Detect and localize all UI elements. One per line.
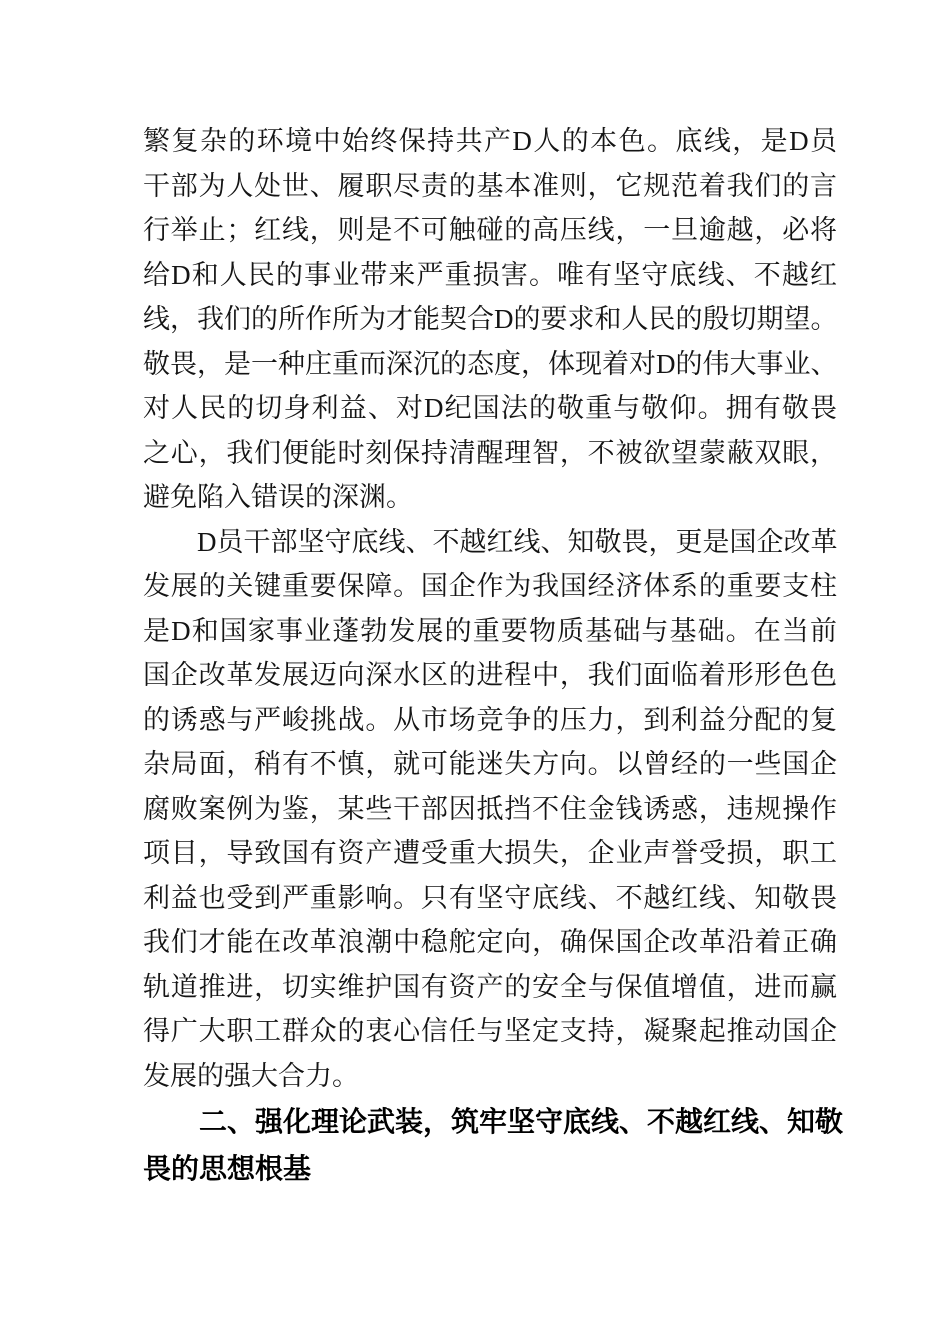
text-line: 避免陷入错误的深渊。	[143, 482, 413, 512]
text-line: 是D和国家事业蓬勃发展的重要物质基础与基础。在当前	[143, 615, 837, 646]
text-line: 线，我们的所作所为才能契合D的要求和人民的殷切期望。	[143, 304, 838, 334]
heading-line: 二、强化理论武装，筑牢坚守底线、不越红线、知敬	[199, 1106, 844, 1137]
text-line: 发展的强大合力。	[143, 1060, 359, 1091]
text-line: 杂局面，稍有不慎，就可能迷失方向。以曾经的一些国企	[143, 749, 837, 779]
text-line: 轨道推进，切实维护国有资产的安全与保值增值，进而赢	[143, 971, 837, 1002]
text-line: 国企改革发展迈向深水区的进程中，我们面临着形形色色	[143, 660, 837, 690]
heading-line: 畏的思想根基	[143, 1153, 312, 1184]
text-line: 我们才能在改革浪潮中稳舵定向，确保国企改革沿着正确	[143, 927, 837, 957]
text-line: 干部为人处世、履职尽责的基本准则，它规范着我们的言	[143, 170, 837, 201]
text-line: 繁复杂的环境中始终保持共产D人的本色。底线，是D员	[143, 126, 837, 156]
document-body	[143, 119, 844, 1192]
text-line: 得广大职工群众的衷心信任与坚定支持，凝聚起推动国企	[143, 1016, 837, 1046]
text-line: 腐败案例为鉴，某些干部因抵挡不住金钱诱惑，违规操作	[143, 793, 837, 824]
paragraph	[143, 520, 837, 1099]
section-heading	[143, 1098, 844, 1192]
text-line: 的诱惑与严峻挑战。从市场竞争的压力，到利益分配的复	[143, 704, 837, 735]
text-line: 之心，我们便能时刻保持清醒理智，不被欲望蒙蔽双眼，	[143, 437, 837, 468]
text-line: 利益也受到严重影响。只有坚守底线、不越红线、知敬畏	[143, 882, 837, 913]
text-line: D员干部坚守底线、不越红线、知敬畏，更是国企改革	[197, 526, 838, 557]
text-line: 对人民的切身利益、对D纪国法的敬重与敬仰。拥有敬畏	[143, 393, 837, 423]
text-line: 发展的关键重要保障。国企作为我国经济体系的重要支柱	[143, 571, 837, 601]
text-line: 项目，导致国有资产遭受重大损失，企业声誉受损，职工	[143, 838, 837, 868]
text-line: 给D和人民的事业带来严重损害。唯有坚守底线、不越红	[143, 259, 837, 290]
paragraph	[143, 119, 837, 520]
text-line: 敬畏，是一种庄重而深沉的态度，体现着对D的伟大事业、	[143, 348, 838, 379]
text-line: 行举止；红线，则是不可触碰的高压线，一旦逾越，必将	[143, 215, 837, 245]
